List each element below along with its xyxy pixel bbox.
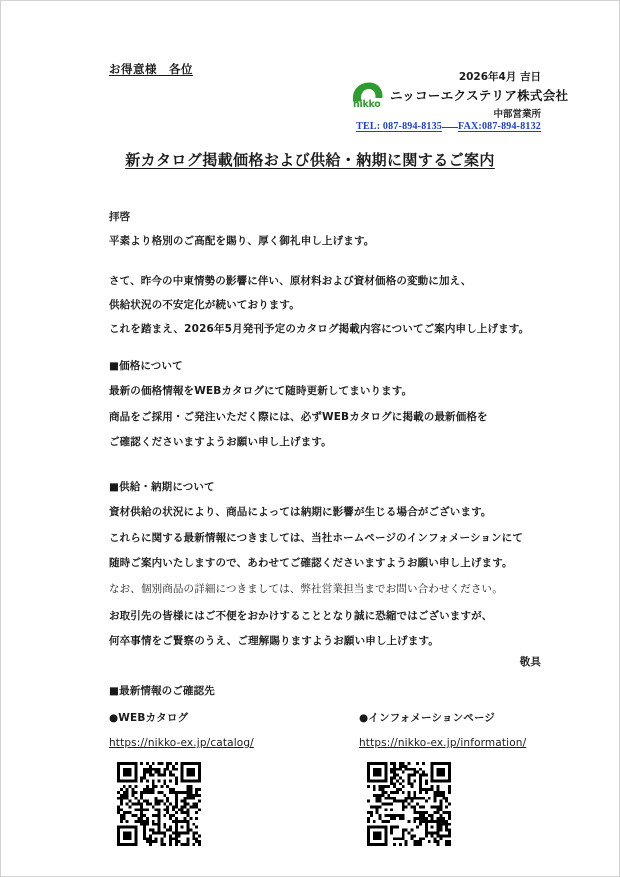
salutation: 拝啓	[109, 211, 131, 223]
supply-line-2: これらに関する最新情報につきましては、当社ホームページのインフォメーションにて	[109, 532, 523, 544]
contact-label-catalog: ●WEBカタログ	[109, 712, 189, 724]
opening-line-1: 平素より格別のご高配を賜り、厚く御礼申し上げます。	[109, 235, 375, 247]
closing-line-1: お取引先の皆様にはご不便をおかけすることとなり誠に恐縮ではございますが、	[109, 610, 493, 622]
price-line-1: 最新の価格情報をWEBカタログにて随時更新してまいります。	[109, 385, 413, 397]
intro-line-3: これを踏まえ、2026年5月発刊予定のカタログ掲載内容についてご案内申し上げます。	[109, 323, 530, 335]
supply-line-4: なお、個別商品の詳細につきましては、弊社営業担当までお問い合わせください。	[109, 583, 503, 595]
link-catalog[interactable]: https://nikko-ex.jp/catalog/	[109, 737, 254, 749]
price-line-3: ご確認くださいますようお願い申し上げます。	[109, 436, 332, 448]
document-date: 2026年4月 吉日	[458, 71, 541, 83]
contact-line	[356, 121, 541, 132]
intro-line-1: さて、昨今の中東情勢の影響に伴い、原材料および資材価格の変動に加え、	[109, 275, 472, 287]
qr-code-information[interactable]	[367, 762, 451, 846]
supply-line-1: 資材供給の状況により、商品によっては納期に影響が生じる場合がございます。	[109, 506, 492, 518]
nikko-logo-icon	[351, 81, 385, 108]
qr-code-catalog[interactable]	[117, 762, 201, 846]
link-information[interactable]: https://nikko-ex.jp/information/	[359, 737, 527, 749]
intro-line-2: 供給状況の不安定化が続いております。	[109, 299, 300, 311]
branch-name: 中部営業所	[493, 109, 541, 120]
closing-salutation: 敬具	[519, 656, 541, 668]
company-name: ニッコーエクステリア株式会社	[390, 87, 569, 103]
price-line-2: 商品をご採用・ご発注いただく際には、必ずWEBカタログに掲載の最新価格を	[109, 411, 488, 423]
addressee-line: お得意様 各位	[109, 62, 193, 76]
supply-line-3: 随時ご案内いたしますので、あわせてご確認くださいますようお願い申し上げます。	[109, 557, 513, 569]
contact-spacer	[442, 127, 458, 128]
telephone-number: TEL: 087-894-8135	[356, 121, 442, 132]
document-sheet	[1, 1, 619, 876]
company-logo-row	[351, 81, 568, 108]
svg-text:nikko: nikko	[353, 99, 381, 108]
contact-section-heading: ■最新情報のご確認先	[109, 685, 215, 697]
contact-label-information: ●インフォメーションページ	[359, 712, 495, 724]
page-title: 新カタログ掲載価格および供給・納期に関するご案内	[125, 151, 495, 169]
section-heading-price: ■価格について	[109, 360, 183, 372]
fax-number: FAX:087-894-8132	[458, 121, 541, 132]
closing-line-2: 何卒事情をご賢察のうえ、ご理解賜りますようお願い申し上げます。	[109, 635, 439, 647]
section-heading-supply: ■供給・納期について	[109, 481, 215, 493]
